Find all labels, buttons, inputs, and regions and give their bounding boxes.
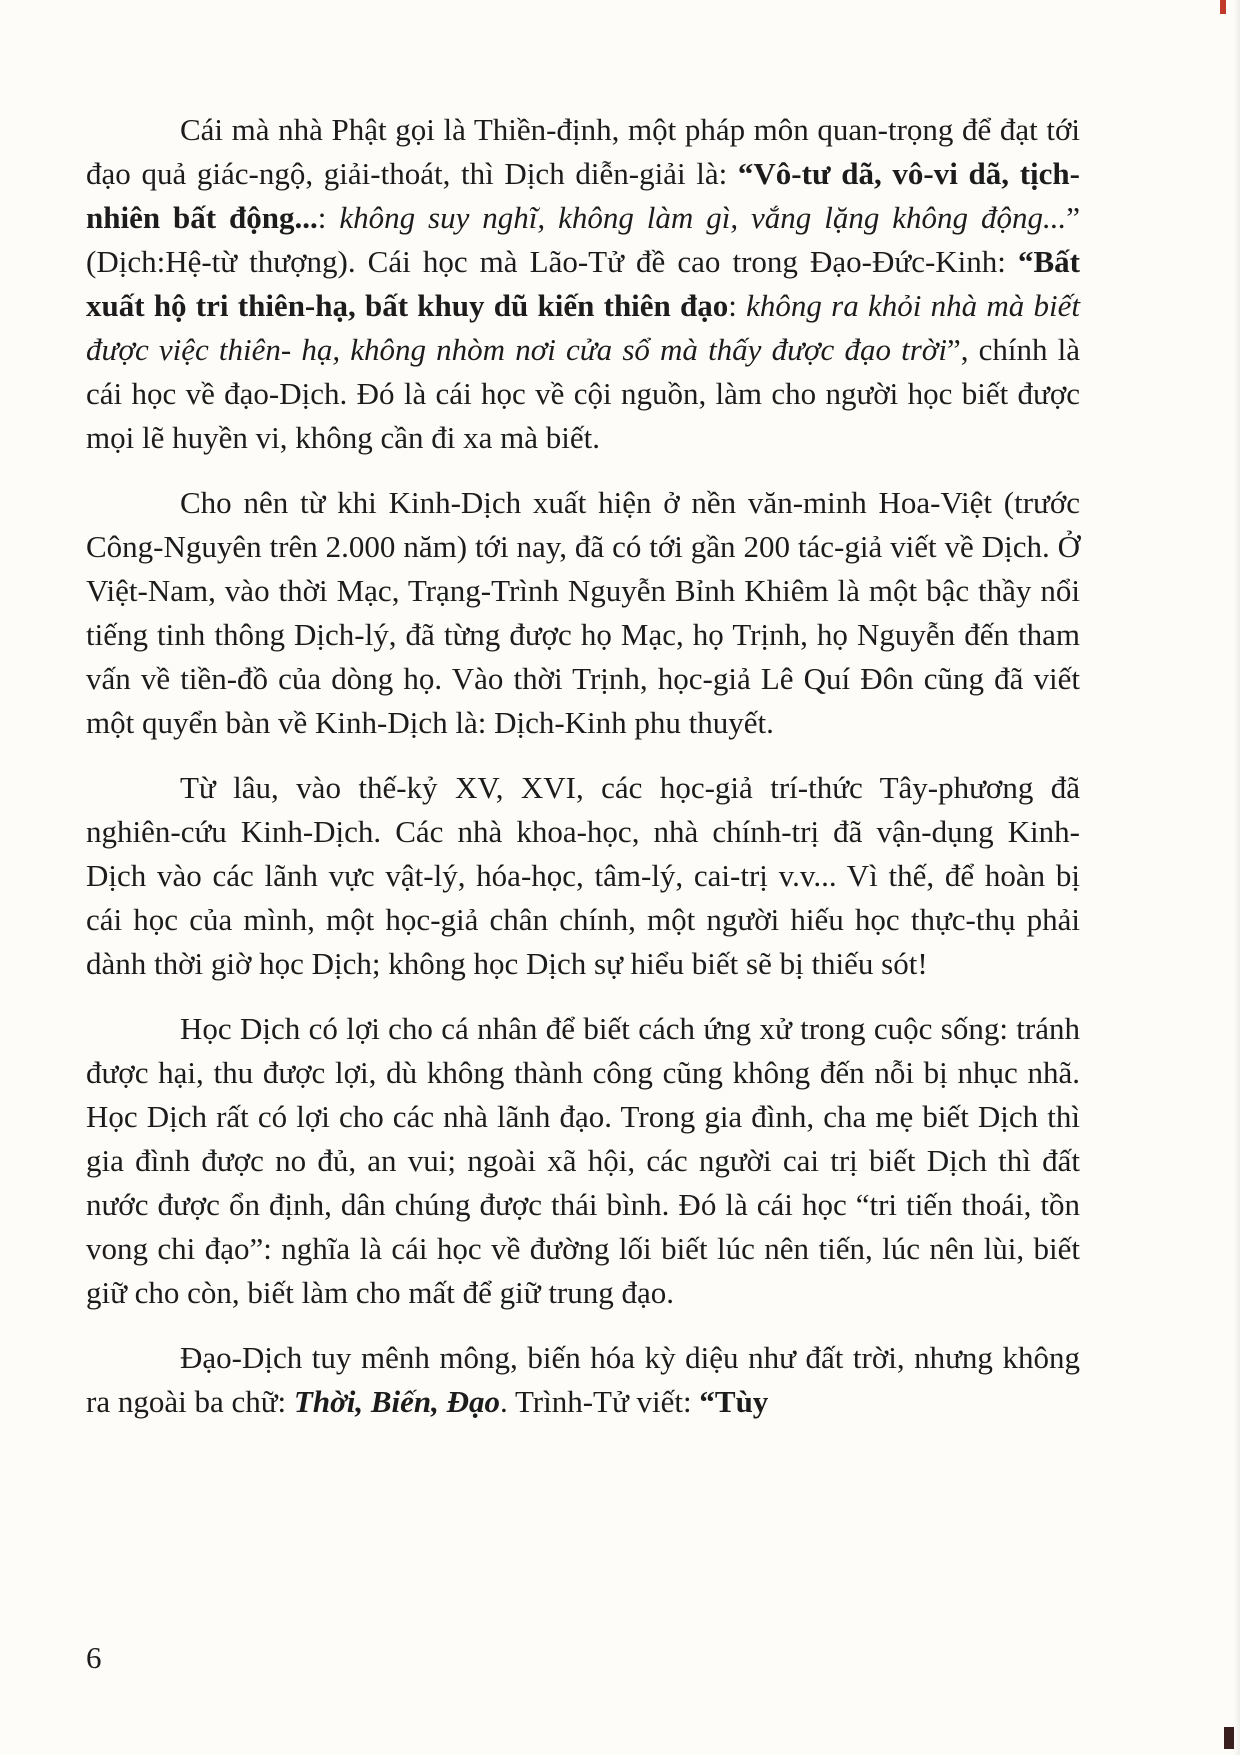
- emphasized-text: không ra khỏi nhà mà biết được việc thiên- hạ, không nhòm nơi cửa sổ mà thấy được đạo trời: [86, 288, 1080, 367]
- paragraph: [86, 1336, 1080, 1424]
- text-run: ” (Dịch:Hệ-từ thượng). Cái học mà Lão-Tử đề cao trong Đạo-Đức-Kinh:: [86, 200, 1081, 279]
- emphasized-text: “Bất xuất hộ tri thiên-hạ, bất khuy dũ kiến thiên đạo: [86, 244, 1080, 323]
- emphasized-text: không suy nghĩ, không làm gì, vắng lặng không động...: [339, 200, 1067, 235]
- text-run: Học Dịch có lợi cho cá nhân để biết cách ứng xử trong cuộc sống: tránh được hại, thu được lợi, dù không thành công cũng không đến nỗi bị nhục nhã. Học Dịch rất có lợi cho các nhà lãnh đạo. Trong gia đình, cha mẹ biết Dịch thì gia đình được no đủ, an vui; ngoài xã hội, các người cai trị biết Dịch thì đất nước được ổn định, dân chúng được thái bình. Đó là cái học “tri tiến thoái, tồn vong chi đạo”: nghĩa là cái học về đường lối biết lúc nên tiến, lúc nên lùi, biết giữ cho còn, biết làm cho mất để giữ trung đạo.: [86, 1011, 1080, 1310]
- text-run: :: [317, 200, 340, 235]
- emphasized-text: “Tùy: [699, 1384, 769, 1419]
- scan-edge-mark-bottom: [1224, 1727, 1234, 1749]
- page-number: 6: [86, 1640, 102, 1675]
- text-run: . Trình-Tử viết:: [500, 1384, 700, 1419]
- paragraph: [86, 108, 1080, 460]
- text-run: Cái mà nhà Phật gọi là Thiền-định, một pháp môn quan-trọng để đạt tới đạo quả giác-ngộ, giải-thoát, thì Dịch diễn-giải là:: [86, 112, 1080, 191]
- text-run: Đạo-Dịch tuy mênh mông, biến hóa kỳ diệu như đất trời, nhưng không ra ngoài ba chữ:: [86, 1340, 1080, 1419]
- body-text: [86, 108, 1080, 1445]
- scan-edge-mark-top: [1220, 0, 1226, 14]
- page-edge-shadow: [1234, 0, 1240, 1755]
- text-run: Cho nên từ khi Kinh-Dịch xuất hiện ở nền văn-minh Hoa-Việt (trước Công-Nguyên trên 2.000 năm) tới nay, đã có tới gần 200 tác-giả viết về Dịch. Ở Việt-Nam, vào thời Mạc, Trạng-Trình Nguyễn Bỉnh Khiêm là một bậc thầy nổi tiếng tinh thông Dịch-lý, đã từng được họ Mạc, họ Trịnh, họ Nguyễn đến tham vấn về tiền-đồ của dòng họ. Vào thời Trịnh, học-giả Lê Quí Đôn cũng đã viết một quyển bàn về Kinh-Dịch là: Dịch-Kinh phu thuyết.: [86, 485, 1080, 740]
- paragraph: [86, 481, 1080, 745]
- emphasized-text: Thời, Biến, Đạo: [293, 1384, 500, 1419]
- text-run: ”, chính là cái học về đạo-Dịch. Đó là cái học về cội nguồn, làm cho người học biết được mọi lẽ huyền vi, không cần đi xa mà biết.: [86, 332, 1080, 455]
- emphasized-text: “Vô-tư dã, vô-vi dã, tịch-nhiên bất động...: [86, 156, 1080, 235]
- text-run: :: [728, 288, 747, 323]
- paragraph: [86, 766, 1080, 986]
- paragraph: [86, 1007, 1080, 1315]
- text-run: Từ lâu, vào thế-kỷ XV, XVI, các học-giả trí-thức Tây-phương đã nghiên-cứu Kinh-Dịch. Các nhà khoa-học, nhà chính-trị đã vận-dụng Kinh-Dịch vào các lãnh vực vật-lý, hóa-học, tâm-lý, cai-trị v.v... Vì thế, để hoàn bị cái học của mình, một học-giả chân chính, một người hiếu học thực-thụ phải dành thời giờ học Dịch; không học Dịch sự hiểu biết sẽ bị thiếu sót!: [86, 770, 1080, 981]
